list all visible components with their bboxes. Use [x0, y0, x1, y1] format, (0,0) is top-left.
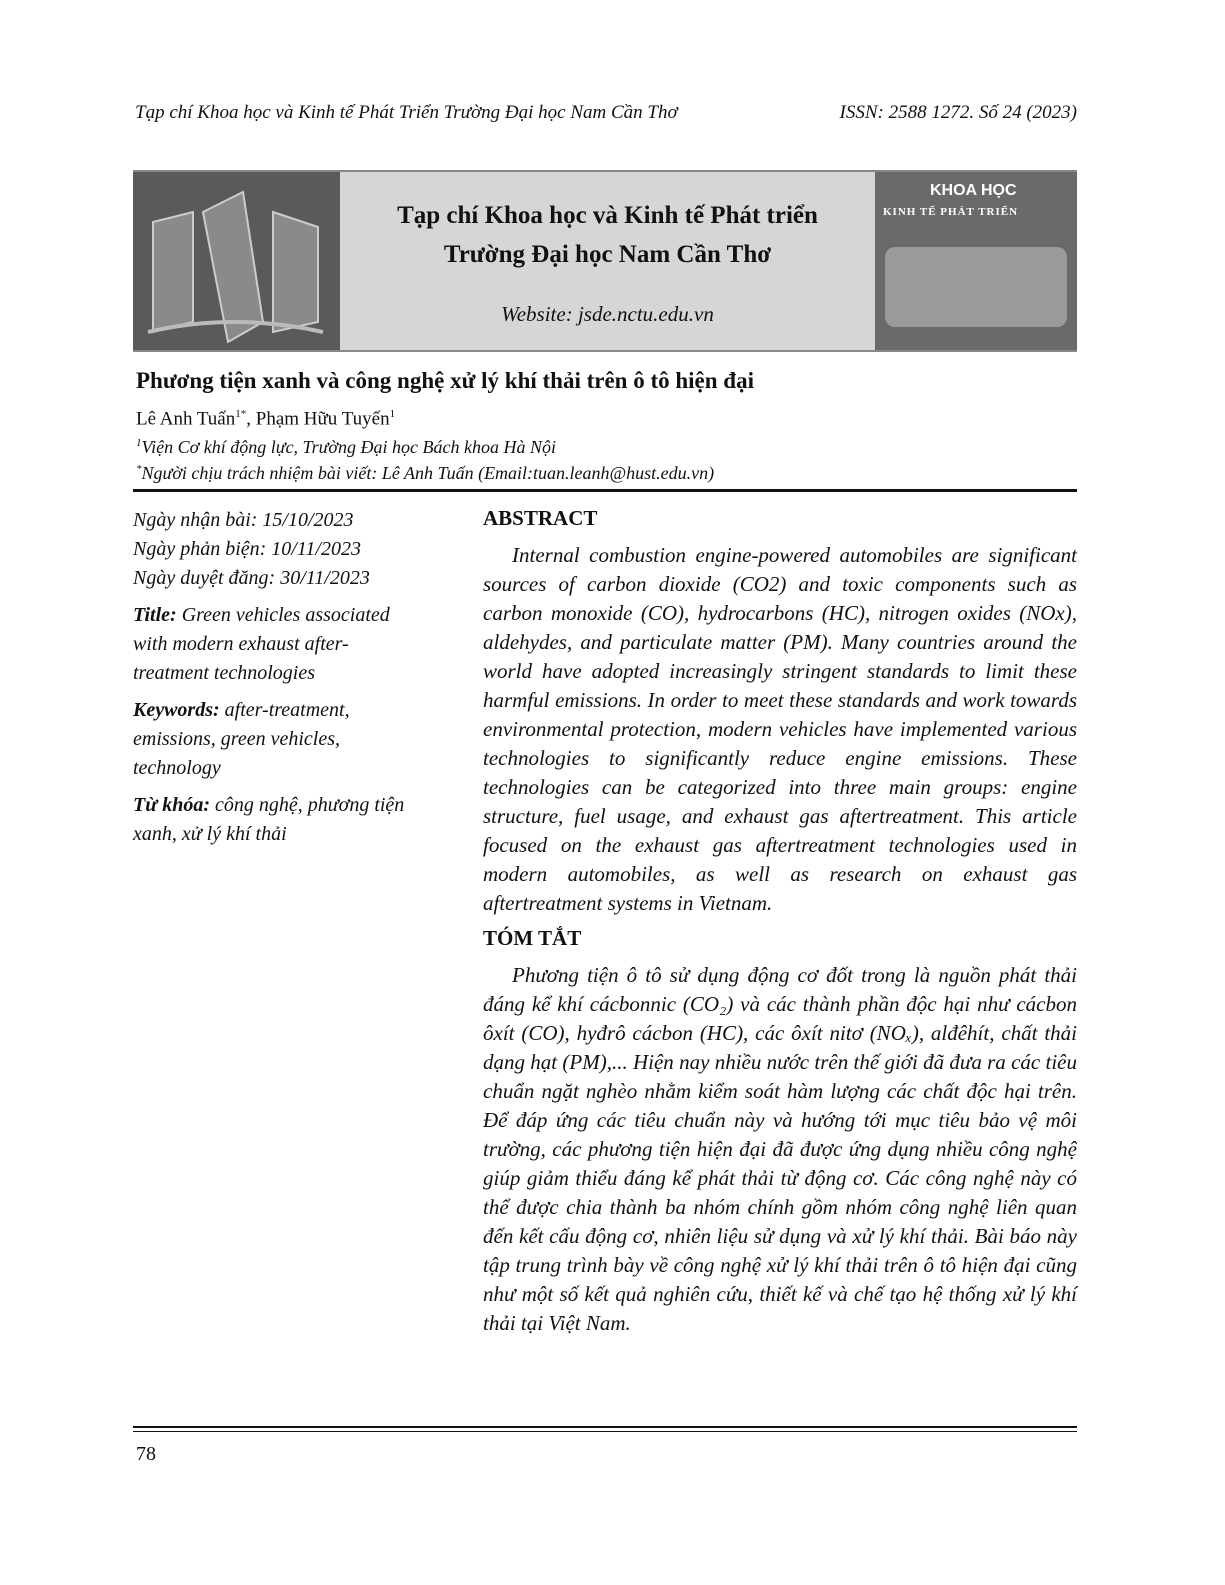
divider-bottom-2	[133, 1431, 1077, 1432]
date-received: Ngày nhận bài: 15/10/2023	[133, 509, 354, 531]
tu-khoa: công nghệ, phương tiện xanh, xử lý khí thải	[133, 794, 405, 845]
article-title: Phương tiện xanh và công nghệ xử lý khí thải trên ô tô hiện đại	[136, 368, 754, 393]
banner-title-line2: Trường Đại học Nam Cần Thơ	[443, 241, 772, 268]
banner-title-line1: Tạp chí Khoa học và Kinh tế Phát triển	[397, 202, 818, 229]
divider-top	[133, 489, 1077, 492]
corresponding-author	[136, 463, 714, 484]
corresponding-text: Người chịu trách nhiệm bài viết: Lê Anh Tuấn (Email:tuan.leanh@hust.edu.vn)	[141, 463, 715, 483]
author-2-sup: 1	[389, 408, 396, 420]
abstract-text: Internal combustion engine-powered automobiles are significant sources of carbon dioxide (CO2) and toxic components such as carbon monoxide (CO), hydrocarbons (HC), nitrogen oxides (NOx), aldehydes, and particulate matter (PM). Many countries around the world have adopted increasingly stringent standards to limit these harmful emissions. In order to meet these standards and work towards environmental protection, modern vehicles have implemented various technologies to significantly reduce engine emissions. These technologies can be categorized into three main groups: engine structure, fuel usage, and exhaust gas aftertreatment. This article focused on the exhaust gas aftertreatment technologies used in modern automobiles, as well as research on exhaust gas aftertreatment systems in Vietnam.	[483, 543, 1077, 915]
tomtat-text: Phương tiện ô tô sử dụng động cơ đốt trong là nguồn phát thải đáng kể khí cácbonnic (CO₂) và các thành phần độc hại như cácbon ôxít (CO), hyđrô cácbon (HC), các ôxít nitơ (NOₓ), alđêhít, chất thải dạng hạt (PM),... Hiện nay nhiều nước trên thế giới đã đưa ra các tiêu chuẩn ngặt nghèo nhằm kiểm soát hàm lượng các chất độc hại trên. Để đáp ứng các tiêu chuẩn này và hướng tới mục tiêu bảo vệ môi trường, các phương tiện hiện đại đã được ứng dụng nhiều công nghệ giúp giảm thiểu đáng kể phát thải từ động cơ. Các công nghệ này có thể được chia thành ba nhóm chính gồm nhóm công nghệ liên quan đến kết cấu động cơ, nhiên liệu sử dụng và xử lý khí thải. Bài báo này tập trung trình bày về công nghệ xử lý khí thải trên ô tô hiện đại cũng như một số kết quả nghiên cứu, thiết kế và chế tạo hệ thống xử lý khí thải tại Việt Nam.	[483, 963, 1077, 1335]
running-header-issn: ISSN: 2588 1272. Số 24 (2023)	[839, 102, 1077, 123]
cover-subtitle: KINH TẾ PHÁT TRIỂN	[883, 206, 1019, 218]
journal-cover-image	[875, 172, 1077, 350]
abstract-heading: ABSTRACT	[483, 506, 598, 530]
affiliation	[136, 437, 556, 458]
running-header-journal: Tạp chí Khoa học và Kinh tế Phát Triển Trường Đại học Nam Cần Thơ	[135, 102, 678, 123]
article-info-sidebar	[133, 506, 423, 857]
journal-logo	[133, 172, 340, 350]
date-accepted: Ngày duyệt đăng: 30/11/2023	[133, 567, 370, 589]
journal-banner	[133, 170, 1077, 352]
keywords-label: Keywords:	[133, 699, 220, 721]
date-reviewed: Ngày phản biện: 10/11/2023	[133, 538, 361, 560]
author-1: Lê Anh Tuấn	[136, 408, 236, 430]
affiliation-sup: 1	[136, 437, 142, 449]
english-title: Green vehicles associated with modern exhaust after-treatment technologies	[133, 604, 390, 684]
authors: Lê Anh Tuấn$^{1*}$, Phạm Hữu Tuyến$^1$	[136, 408, 396, 430]
corresponding-sup: *	[136, 463, 142, 475]
divider-bottom-1	[133, 1426, 1077, 1428]
affiliation-text: Viện Cơ khí động lực, Trường Đại học Bách khoa Hà Nội	[141, 437, 556, 457]
cover-title: KHOA HỌC	[930, 182, 1017, 199]
keywords: after-treatment, emissions, green vehicles, technology	[133, 699, 350, 779]
page-number: 78	[136, 1443, 156, 1465]
tomtat-heading: TÓM TẮT	[483, 926, 582, 950]
tu-khoa-label: Từ khóa:	[133, 794, 210, 816]
banner-title	[340, 196, 875, 274]
author-2: Phạm Hữu Tuyến	[255, 408, 390, 430]
cover-photo	[885, 247, 1067, 327]
abstract-column	[483, 504, 1077, 1338]
english-title-label: Title:	[133, 604, 177, 626]
author-1-sup: 1*	[235, 408, 247, 420]
banner-website[interactable]: Website: jsde.nctu.edu.vn	[501, 302, 714, 326]
